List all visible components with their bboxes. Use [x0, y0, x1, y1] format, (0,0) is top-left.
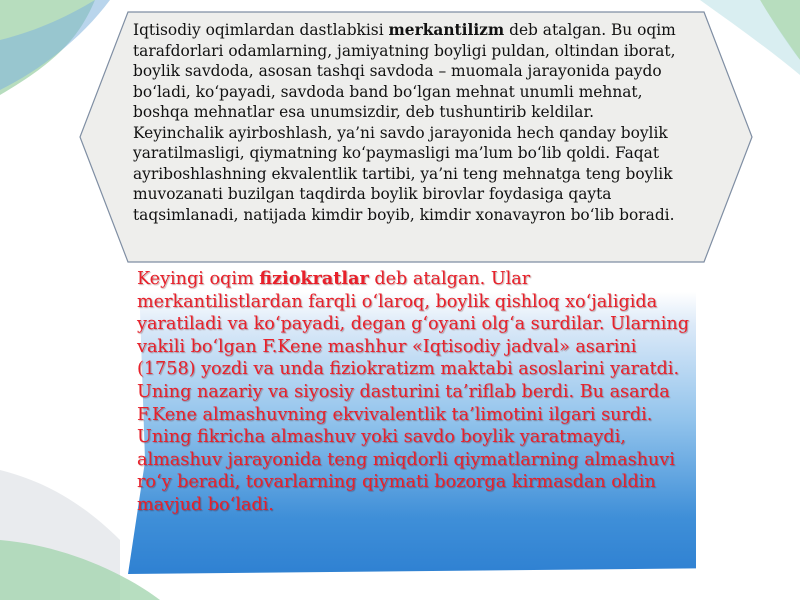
bottom-paragraph-intro: Keyingi oqim [137, 269, 260, 289]
term-merkantilizm: merkantilizm [388, 21, 505, 39]
top-paragraph-body: deb atalgan. Bu oqim tarafdorlari odamlarning, jamiyatning boyligi puldan, oltindan iborat, boylik savdoda, asosan tashqi savdoda – muomala jarayonida paydo bo‘ladi, ko‘payadi, savdoda band bo‘lgan mehnat unumli mehnat, boshqa mehnatlar esa unumsizdir, deb tushuntirib keldilar. Keyinchalik ayirboshlash, ya’ni savdo jarayonida hech qanday boylik yaratilmasligi, qiymatning ko‘paymasligi ma’lum bo‘lib qoldi. Faqat ayriboshlashning ekvalentlik tartibi, ya’ni teng mehnatga teng boylik muvozanati buzilgan taqdirda boylik birovlar foydasiga qayta taqsimlanadi, natijada kimdir boyib, kimdir xonavayron bo‘lib boradi. [133, 21, 676, 224]
term-fiziokratlar: fiziokratlar [259, 268, 369, 289]
top-paragraph [133, 20, 678, 225]
bottom-paragraph [137, 268, 692, 517]
bottom-paragraph-body: deb atalgan. Ular merkantilistlardan farqli o‘laroq, boylik qishloq xo‘jaligida yaratiladi va ko‘payadi, degan g‘oyani olg‘a surdilar. Ularning vakili bo‘lgan F.Kene mashhur «Iqtisodiy jadval» asarini (1758) yozdi va unda fiziokratizm maktabi asoslarini yaratdi. Uning nazariy va siyosiy dasturini ta’riflab berdi. Bu asarda F.Kene almashuvning ekvivalentlik ta’limotini ilgari surdi. Uning fikricha almashuv yoki savdo boylik yaratmaydi, almashuv jarayonida teng miqdorli qiymatlarning almashuvi ro‘y beradi, tovarlarning qiymati bozorga kirmasdan oldin mavjud bo‘ladi. [137, 269, 690, 515]
top-paragraph-intro: Iqtisodiy oqimlardan dastlabkisi [133, 21, 389, 39]
